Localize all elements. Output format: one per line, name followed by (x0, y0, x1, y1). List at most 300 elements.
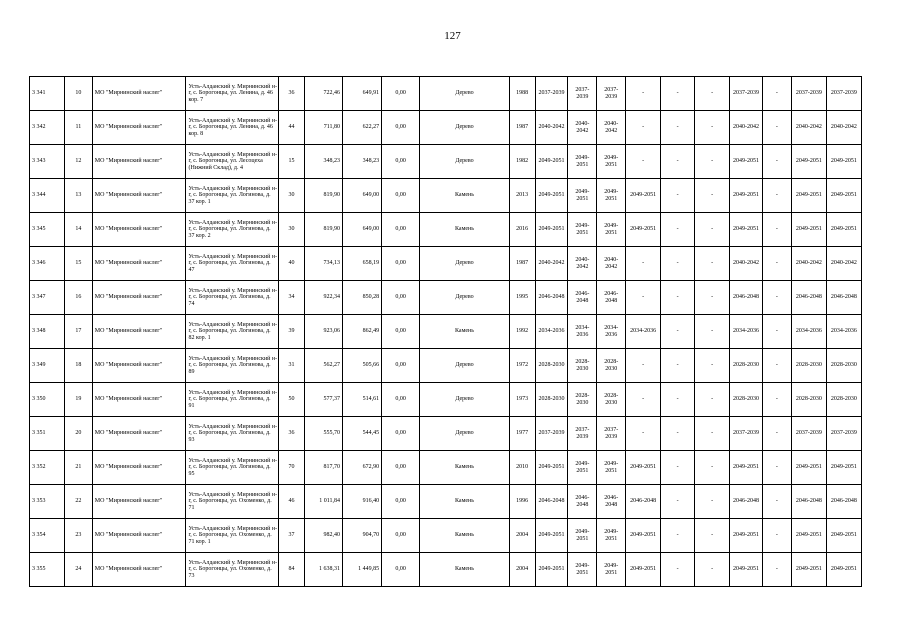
repair-period-cell: 2049-2051 (597, 451, 626, 485)
repair-period-cell: 2049-2051 (791, 145, 826, 179)
build-year-cell: 1972 (509, 349, 535, 383)
organization-cell: МО "Мирнинский наслег" (92, 111, 186, 145)
record-id-cell: 3 354 (30, 519, 65, 553)
repair-period-cell: 2034-2036 (826, 315, 861, 349)
wear-value-cell: 0,00 (382, 213, 420, 247)
residents-cell: 31 (279, 349, 305, 383)
residents-cell: 39 (279, 315, 305, 349)
record-id-cell: 3 355 (30, 553, 65, 587)
residents-cell: 15 (279, 145, 305, 179)
residents-cell: 46 (279, 485, 305, 519)
repair-period-cell: - (695, 77, 730, 111)
repair-period-cell: 2028-2030 (568, 349, 597, 383)
repair-period-cell: 2049-2051 (791, 213, 826, 247)
record-id-cell: 3 345 (30, 213, 65, 247)
repair-period-cell: 2049-2051 (791, 519, 826, 553)
row-number-cell: 16 (65, 281, 93, 315)
repair-period-cell: - (695, 213, 730, 247)
repair-period-cell: 2037-2039 (535, 77, 568, 111)
build-year-cell: 2004 (509, 553, 535, 587)
repair-period-cell: - (695, 451, 730, 485)
wall-material-cell: Дерево (420, 281, 510, 315)
repair-period-cell: 2040-2042 (730, 247, 763, 281)
repair-period-cell: 2040-2042 (597, 247, 626, 281)
total-area-cell: 1 011,84 (304, 485, 342, 519)
residents-cell: 40 (279, 247, 305, 281)
living-area-cell: 544,45 (342, 417, 381, 451)
address-cell: Усть-Алданский у. Мирнинский н-г, с. Борогонцы, ул. Логинова, д. 37 кор. 2 (186, 213, 279, 247)
repair-period-cell: 2046-2048 (568, 485, 597, 519)
wall-material-cell: Дерево (420, 247, 510, 281)
repair-period-cell: - (763, 145, 792, 179)
repair-period-cell: - (695, 485, 730, 519)
table-row (30, 553, 862, 587)
table-row (30, 179, 862, 213)
repair-period-cell: 2049-2051 (597, 213, 626, 247)
repair-period-cell: 2028-2030 (597, 383, 626, 417)
wall-material-cell: Дерево (420, 417, 510, 451)
repair-period-cell: 2028-2030 (597, 349, 626, 383)
repair-period-cell: - (661, 383, 695, 417)
repair-period-cell: - (695, 179, 730, 213)
repair-period-cell: 2049-2051 (535, 553, 568, 587)
wear-value-cell: 0,00 (382, 451, 420, 485)
repair-period-cell: 2049-2051 (730, 145, 763, 179)
repair-period-cell: 2049-2051 (826, 553, 861, 587)
row-number-cell: 11 (65, 111, 93, 145)
total-area-cell: 1 638,31 (304, 553, 342, 587)
organization-cell: МО "Мирнинский наслег" (92, 485, 186, 519)
repair-period-cell: 2046-2048 (730, 281, 763, 315)
table-row (30, 281, 862, 315)
repair-period-cell: - (661, 519, 695, 553)
record-id-cell: 3 348 (30, 315, 65, 349)
address-cell: Усть-Алданский у. Мирнинский н-г, с. Борогонцы, ул. Логинова, д. 74 (186, 281, 279, 315)
living-area-cell: 1 449,85 (342, 553, 381, 587)
repair-period-cell: 2049-2051 (730, 519, 763, 553)
record-id-cell: 3 351 (30, 417, 65, 451)
repair-period-cell: - (695, 111, 730, 145)
repair-period-cell: 2049-2051 (568, 451, 597, 485)
repair-period-cell: - (661, 111, 695, 145)
repair-period-cell: - (763, 247, 792, 281)
repair-period-cell: 2049-2051 (597, 519, 626, 553)
repair-period-cell: - (626, 349, 661, 383)
table-row (30, 145, 862, 179)
wear-value-cell: 0,00 (382, 179, 420, 213)
living-area-cell: 649,91 (342, 77, 381, 111)
repair-period-cell: 2028-2030 (826, 349, 861, 383)
repair-period-cell: 2037-2039 (535, 417, 568, 451)
table-row (30, 485, 862, 519)
table-row (30, 213, 862, 247)
repair-period-cell: 2040-2042 (791, 111, 826, 145)
repair-period-cell: - (763, 417, 792, 451)
repair-period-cell: - (695, 383, 730, 417)
organization-cell: МО "Мирнинский наслег" (92, 145, 186, 179)
table-row (30, 315, 862, 349)
record-id-cell: 3 343 (30, 145, 65, 179)
repair-period-cell: - (626, 417, 661, 451)
row-number-cell: 20 (65, 417, 93, 451)
repair-period-cell: 2049-2051 (626, 553, 661, 587)
repair-period-cell: - (626, 145, 661, 179)
repair-period-cell: 2049-2051 (791, 179, 826, 213)
row-number-cell: 18 (65, 349, 93, 383)
repair-period-cell: - (763, 77, 792, 111)
repair-period-cell: 2037-2039 (826, 417, 861, 451)
wear-value-cell: 0,00 (382, 349, 420, 383)
wall-material-cell: Камень (420, 451, 510, 485)
wall-material-cell: Камень (420, 553, 510, 587)
build-year-cell: 1995 (509, 281, 535, 315)
wear-value-cell: 0,00 (382, 553, 420, 587)
repair-period-cell: 2037-2039 (730, 77, 763, 111)
repair-period-cell: - (626, 383, 661, 417)
repair-period-cell: - (661, 417, 695, 451)
record-id-cell: 3 352 (30, 451, 65, 485)
living-area-cell: 649,00 (342, 179, 381, 213)
total-area-cell: 982,40 (304, 519, 342, 553)
address-cell: Усть-Алданский у. Мирнинский н-г, с. Борогонцы, ул. Логинова, д. 47 (186, 247, 279, 281)
repair-period-cell: 2028-2030 (791, 349, 826, 383)
living-area-cell: 514,61 (342, 383, 381, 417)
address-cell: Усть-Алданский у. Мирнинский н-г, с. Борогонцы, ул. Логинова, д. 91 (186, 383, 279, 417)
repair-period-cell: - (695, 519, 730, 553)
living-area-cell: 672,90 (342, 451, 381, 485)
residents-cell: 34 (279, 281, 305, 315)
wear-value-cell: 0,00 (382, 111, 420, 145)
table-row (30, 349, 862, 383)
residents-cell: 50 (279, 383, 305, 417)
living-area-cell: 916,40 (342, 485, 381, 519)
row-number-cell: 24 (65, 553, 93, 587)
address-cell: Усть-Алданский у. Мирнинский н-г, с. Борогонцы, ул. Логинова, д. 82 кор. 1 (186, 315, 279, 349)
repair-period-cell: 2028-2030 (791, 383, 826, 417)
repair-period-cell: - (626, 247, 661, 281)
repair-period-cell: 2049-2051 (535, 145, 568, 179)
build-year-cell: 1987 (509, 111, 535, 145)
repair-period-cell: 2037-2039 (791, 417, 826, 451)
wear-value-cell: 0,00 (382, 247, 420, 281)
repair-period-cell: 2037-2039 (826, 77, 861, 111)
residents-cell: 70 (279, 451, 305, 485)
repair-period-cell: 2049-2051 (626, 519, 661, 553)
organization-cell: МО "Мирнинский наслег" (92, 315, 186, 349)
build-year-cell: 2010 (509, 451, 535, 485)
repair-period-cell: 2037-2039 (791, 77, 826, 111)
organization-cell: МО "Мирнинский наслег" (92, 383, 186, 417)
repair-period-cell: 2034-2036 (626, 315, 661, 349)
repair-period-cell: 2040-2042 (826, 111, 861, 145)
repair-period-cell: 2046-2048 (791, 281, 826, 315)
record-id-cell: 3 344 (30, 179, 65, 213)
living-area-cell: 862,49 (342, 315, 381, 349)
repair-period-cell: 2049-2051 (730, 213, 763, 247)
total-area-cell: 819,90 (304, 213, 342, 247)
record-id-cell: 3 353 (30, 485, 65, 519)
repair-period-cell: - (626, 111, 661, 145)
repair-period-cell: 2049-2051 (730, 451, 763, 485)
wall-material-cell: Камень (420, 485, 510, 519)
table-row (30, 519, 862, 553)
repair-period-cell: - (661, 213, 695, 247)
repair-period-cell: - (763, 485, 792, 519)
repair-period-cell: - (626, 281, 661, 315)
repair-period-cell: - (661, 77, 695, 111)
repair-period-cell: - (695, 315, 730, 349)
living-area-cell: 658,19 (342, 247, 381, 281)
repair-period-cell: 2046-2048 (791, 485, 826, 519)
total-area-cell: 922,34 (304, 281, 342, 315)
repair-period-cell: 2049-2051 (626, 179, 661, 213)
repair-period-cell: 2028-2030 (535, 383, 568, 417)
wear-value-cell: 0,00 (382, 315, 420, 349)
repair-period-cell: - (695, 145, 730, 179)
repair-period-cell: 2049-2051 (626, 213, 661, 247)
organization-cell: МО "Мирнинский наслег" (92, 179, 186, 213)
repair-period-cell: - (661, 145, 695, 179)
total-area-cell: 722,46 (304, 77, 342, 111)
residents-cell: 37 (279, 519, 305, 553)
address-cell: Усть-Алданский у. Мирнинский н-г, с. Борогонцы, ул. Логинова, д. 95 (186, 451, 279, 485)
organization-cell: МО "Мирнинский наслег" (92, 349, 186, 383)
living-area-cell: 904,70 (342, 519, 381, 553)
residents-cell: 30 (279, 213, 305, 247)
row-number-cell: 22 (65, 485, 93, 519)
build-year-cell: 2013 (509, 179, 535, 213)
total-area-cell: 348,23 (304, 145, 342, 179)
table-body (30, 77, 862, 587)
repair-period-cell: 2040-2042 (535, 111, 568, 145)
repair-period-cell: 2049-2051 (626, 451, 661, 485)
wear-value-cell: 0,00 (382, 519, 420, 553)
row-number-cell: 12 (65, 145, 93, 179)
address-cell: Усть-Алданский у. Мирнинский н-г, с. Борогонцы, ул. Охоменко, д. 73 (186, 553, 279, 587)
repair-period-cell: - (661, 485, 695, 519)
repair-period-cell: 2049-2051 (730, 179, 763, 213)
wall-material-cell: Дерево (420, 383, 510, 417)
repair-period-cell: 2049-2051 (826, 145, 861, 179)
table-row (30, 417, 862, 451)
repair-period-cell: 2028-2030 (535, 349, 568, 383)
total-area-cell: 923,06 (304, 315, 342, 349)
total-area-cell: 734,13 (304, 247, 342, 281)
repair-period-cell: - (763, 451, 792, 485)
organization-cell: МО "Мирнинский наслег" (92, 451, 186, 485)
repair-period-cell: 2028-2030 (826, 383, 861, 417)
repair-period-cell: 2046-2048 (597, 485, 626, 519)
address-cell: Усть-Алданский у. Мирнинский н-г, с. Борогонцы, ул. Логинова, д. 93 (186, 417, 279, 451)
wall-material-cell: Дерево (420, 111, 510, 145)
living-area-cell: 505,66 (342, 349, 381, 383)
address-cell: Усть-Алданский у. Мирнинский н-г, с. Борогонцы, ул. Охоменко, д. 71 (186, 485, 279, 519)
repair-period-cell: - (695, 417, 730, 451)
repair-period-cell: - (661, 553, 695, 587)
build-year-cell: 1977 (509, 417, 535, 451)
repair-period-cell: - (661, 451, 695, 485)
row-number-cell: 17 (65, 315, 93, 349)
table-row (30, 451, 862, 485)
repair-period-cell: - (626, 77, 661, 111)
total-area-cell: 819,90 (304, 179, 342, 213)
repair-period-cell: 2049-2051 (597, 179, 626, 213)
residents-cell: 36 (279, 417, 305, 451)
repair-period-cell: 2049-2051 (535, 451, 568, 485)
repair-period-cell: 2049-2051 (791, 451, 826, 485)
table-row (30, 77, 862, 111)
total-area-cell: 817,70 (304, 451, 342, 485)
repair-period-cell: - (763, 213, 792, 247)
living-area-cell: 649,00 (342, 213, 381, 247)
wear-value-cell: 0,00 (382, 383, 420, 417)
repair-period-cell: 2037-2039 (568, 417, 597, 451)
repair-period-cell: 2049-2051 (826, 213, 861, 247)
repair-period-cell: 2028-2030 (730, 383, 763, 417)
wall-material-cell: Дерево (420, 77, 510, 111)
repair-period-cell: 2049-2051 (791, 553, 826, 587)
repair-period-cell: 2049-2051 (730, 553, 763, 587)
residents-cell: 44 (279, 111, 305, 145)
address-cell: Усть-Алданский у. Мирнинский н-г, с. Борогонцы, ул. Ленина, д. 46 кор. 8 (186, 111, 279, 145)
residents-cell: 36 (279, 77, 305, 111)
wear-value-cell: 0,00 (382, 145, 420, 179)
repair-period-cell: 2040-2042 (730, 111, 763, 145)
organization-cell: МО "Мирнинский наслег" (92, 281, 186, 315)
organization-cell: МО "Мирнинский наслег" (92, 553, 186, 587)
table-row (30, 111, 862, 145)
address-cell: Усть-Алданский у. Мирнинский н-г, с. Борогонцы, ул. Логинова, д. 89 (186, 349, 279, 383)
repair-period-cell: 2049-2051 (568, 179, 597, 213)
row-number-cell: 23 (65, 519, 93, 553)
repair-period-cell: 2049-2051 (568, 213, 597, 247)
repair-period-cell: - (763, 179, 792, 213)
repair-period-cell: 2046-2048 (535, 485, 568, 519)
address-cell: Усть-Алданский у. Мирнинский н-г, с. Борогонцы, ул. Лесоцеха (Нижний Склад), д. 4 (186, 145, 279, 179)
wear-value-cell: 0,00 (382, 281, 420, 315)
repair-period-cell: - (763, 519, 792, 553)
repair-period-cell: - (661, 247, 695, 281)
repair-period-cell: 2049-2051 (597, 145, 626, 179)
repair-period-cell: 2049-2051 (568, 145, 597, 179)
row-number-cell: 15 (65, 247, 93, 281)
record-id-cell: 3 346 (30, 247, 65, 281)
repair-period-cell: 2037-2039 (568, 77, 597, 111)
build-year-cell: 1982 (509, 145, 535, 179)
organization-cell: МО "Мирнинский наслег" (92, 519, 186, 553)
row-number-cell: 14 (65, 213, 93, 247)
record-id-cell: 3 341 (30, 77, 65, 111)
living-area-cell: 850,28 (342, 281, 381, 315)
wear-value-cell: 0,00 (382, 485, 420, 519)
repair-period-cell: 2037-2039 (597, 77, 626, 111)
address-cell: Усть-Алданский у. Мирнинский н-г, с. Борогонцы, ул. Охоменко, д. 71 кор. 1 (186, 519, 279, 553)
wall-material-cell: Камень (420, 179, 510, 213)
table-row (30, 383, 862, 417)
row-number-cell: 13 (65, 179, 93, 213)
wall-material-cell: Камень (420, 315, 510, 349)
repair-period-cell: 2040-2042 (568, 111, 597, 145)
repair-period-cell: - (695, 349, 730, 383)
repair-period-cell: 2049-2051 (535, 213, 568, 247)
repair-period-cell: 2049-2051 (826, 179, 861, 213)
repair-period-cell: 2037-2039 (730, 417, 763, 451)
build-year-cell: 2016 (509, 213, 535, 247)
repair-period-cell: - (763, 349, 792, 383)
build-year-cell: 1973 (509, 383, 535, 417)
housing-register-table (29, 76, 862, 587)
organization-cell: МО "Мирнинский наслег" (92, 417, 186, 451)
repair-period-cell: 2034-2036 (791, 315, 826, 349)
record-id-cell: 3 347 (30, 281, 65, 315)
repair-period-cell: 2034-2036 (568, 315, 597, 349)
record-id-cell: 3 349 (30, 349, 65, 383)
total-area-cell: 577,37 (304, 383, 342, 417)
repair-period-cell: 2040-2042 (535, 247, 568, 281)
build-year-cell: 1988 (509, 77, 535, 111)
total-area-cell: 711,80 (304, 111, 342, 145)
wall-material-cell: Дерево (420, 145, 510, 179)
repair-period-cell: 2046-2048 (626, 485, 661, 519)
build-year-cell: 1992 (509, 315, 535, 349)
record-id-cell: 3 350 (30, 383, 65, 417)
total-area-cell: 562,27 (304, 349, 342, 383)
repair-period-cell: 2046-2048 (826, 485, 861, 519)
record-id-cell: 3 342 (30, 111, 65, 145)
build-year-cell: 1987 (509, 247, 535, 281)
repair-period-cell: - (661, 179, 695, 213)
repair-period-cell: 2034-2036 (597, 315, 626, 349)
repair-period-cell: 2046-2048 (730, 485, 763, 519)
repair-period-cell: - (763, 553, 792, 587)
repair-period-cell: 2046-2048 (597, 281, 626, 315)
address-cell: Усть-Алданский у. Мирнинский н-г, с. Борогонцы, ул. Логинова, д. 37 кор. 1 (186, 179, 279, 213)
repair-period-cell: - (661, 349, 695, 383)
organization-cell: МО "Мирнинский наслег" (92, 247, 186, 281)
wear-value-cell: 0,00 (382, 417, 420, 451)
wall-material-cell: Дерево (420, 349, 510, 383)
repair-period-cell: - (695, 247, 730, 281)
address-cell: Усть-Алданский у. Мирнинский н-г, с. Борогонцы, ул. Ленина, д. 46 кор. 7 (186, 77, 279, 111)
repair-period-cell: 2046-2048 (568, 281, 597, 315)
repair-period-cell: 2037-2039 (597, 417, 626, 451)
repair-period-cell: - (661, 281, 695, 315)
repair-period-cell: 2049-2051 (826, 519, 861, 553)
build-year-cell: 2004 (509, 519, 535, 553)
organization-cell: МО "Мирнинский наслег" (92, 77, 186, 111)
wall-material-cell: Камень (420, 213, 510, 247)
repair-period-cell: 2049-2051 (597, 553, 626, 587)
residents-cell: 84 (279, 553, 305, 587)
living-area-cell: 348,23 (342, 145, 381, 179)
page-number: 127 (444, 30, 461, 42)
repair-period-cell: 2049-2051 (826, 451, 861, 485)
repair-period-cell: 2034-2036 (730, 315, 763, 349)
residents-cell: 30 (279, 179, 305, 213)
repair-period-cell: 2040-2042 (568, 247, 597, 281)
repair-period-cell: 2040-2042 (826, 247, 861, 281)
repair-period-cell: 2028-2030 (568, 383, 597, 417)
repair-period-cell: - (763, 315, 792, 349)
total-area-cell: 555,70 (304, 417, 342, 451)
row-number-cell: 21 (65, 451, 93, 485)
wall-material-cell: Камень (420, 519, 510, 553)
repair-period-cell: - (695, 281, 730, 315)
row-number-cell: 19 (65, 383, 93, 417)
repair-period-cell: 2049-2051 (535, 519, 568, 553)
repair-period-cell: - (763, 281, 792, 315)
repair-period-cell: - (661, 315, 695, 349)
